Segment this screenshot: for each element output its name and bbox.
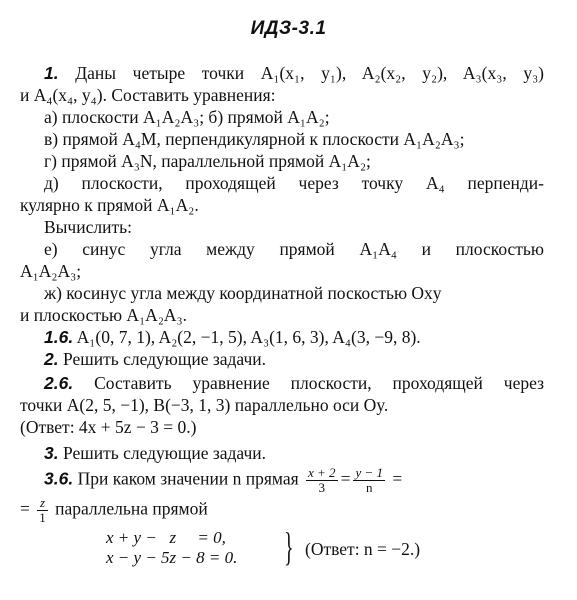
task1-6-line bbox=[44, 326, 577, 348]
task1-item-g: г) прямой A₃N, параллельной прямой A₁A₂; bbox=[44, 151, 371, 171]
task1-item-a-b: а) плоскости A₁A₂A₃; б) прямой A₁A₂; bbox=[44, 107, 330, 127]
task1-item-e1-text: е) синус угла между прямой A₁A₄ и плоскостью bbox=[44, 239, 544, 259]
task1-6-text: A₁(0, 7, 1), A₂(2, −1, 5), A₃(1, 6, 3), A₄(3, −9, 8). bbox=[76, 327, 421, 347]
task1-item-v: в) прямой A₄M, перпендикулярной к плоскости A₁A₂A₃; bbox=[44, 129, 465, 149]
task2-number: 2. bbox=[44, 349, 59, 369]
page-title: ИДЗ-3.1 bbox=[250, 18, 327, 39]
fraction-x-numerator: x + 2 bbox=[308, 465, 336, 480]
task1-6-number: 1.6. bbox=[44, 327, 74, 347]
fraction-x bbox=[306, 466, 338, 495]
equation-system bbox=[106, 528, 237, 568]
fraction-z-denominator: 1 bbox=[39, 510, 46, 525]
task1-item-d1 bbox=[44, 172, 544, 194]
task1-line1-text: Даны четыре точки A₁(x₁, y₁), A₂(x₂, y₂), A₃(x₃, y₃) bbox=[75, 63, 545, 83]
task2-6-number: 2.6. bbox=[44, 373, 74, 393]
task3-6-answer: (Ответ: n = −2.) bbox=[305, 539, 421, 559]
task1-item-zh2: и плоскостью A₁A₂A₃. bbox=[20, 305, 188, 325]
fraction-y-denominator: n bbox=[365, 480, 373, 495]
fraction-z bbox=[37, 496, 48, 525]
equation-2: x − y − 5z − 8 = 0. bbox=[106, 548, 238, 567]
task3-text: Решить следующие задачи. bbox=[62, 443, 267, 463]
task3-6-text: При каком значении n прямая bbox=[77, 468, 299, 489]
task1-line2: и A₄(x₄, y₄). Составить уравнения: bbox=[20, 85, 276, 105]
fraction-z-numerator: z bbox=[37, 496, 48, 511]
task1-item-zh1: ж) косинус угла между координатной поскостью Oxy bbox=[44, 283, 442, 303]
task3-line bbox=[44, 442, 577, 464]
task3-number: 3. bbox=[44, 443, 59, 463]
task2-6-line2: точки A(2, 5, −1), B(−3, 1, 3) параллельно оси Oy. bbox=[20, 395, 389, 415]
task1-line1 bbox=[44, 62, 544, 84]
task2-6-answer: (Ответ: 4x + 5z − 3 = 0.) bbox=[20, 417, 197, 437]
task1-item-d1-text: д) плоскости, проходящей через точку A₄ перпенди- bbox=[44, 173, 544, 193]
equals-sign: = bbox=[20, 498, 30, 519]
task1-item-e1 bbox=[44, 238, 544, 260]
task3-6-line1: 3.6. При каком значении n прямая $\frac{x + 2}{3}$ = $\frac{y - 1}{n}$ = bbox=[44, 465, 403, 495]
task3-6-line2-text: параллельна прямой bbox=[55, 498, 208, 519]
task2-line bbox=[44, 348, 577, 370]
task3-6-number: 3.6. bbox=[44, 468, 74, 489]
task3-6-line2 bbox=[20, 496, 577, 525]
fraction-y bbox=[353, 466, 385, 495]
task1-compute-label: Вычислить: bbox=[44, 217, 132, 237]
task2-6-line1-text: Составить уравнение плоскости, проходящей через bbox=[94, 373, 544, 393]
task2-6-line1 bbox=[44, 372, 544, 394]
fraction-y-numerator: y − 1 bbox=[355, 465, 383, 480]
fraction-x-denominator: 3 bbox=[318, 480, 326, 495]
brace-icon: } bbox=[284, 524, 294, 569]
task1-item-d2: кулярно к прямой A₁A₂. bbox=[20, 195, 199, 215]
task1-item-e2: A₁A₂A₃; bbox=[20, 261, 82, 281]
task1-number: 1. bbox=[44, 63, 59, 83]
task2-text: Решить следующие задачи. bbox=[62, 349, 267, 369]
equation-1: x + y − z = 0, bbox=[106, 528, 226, 547]
